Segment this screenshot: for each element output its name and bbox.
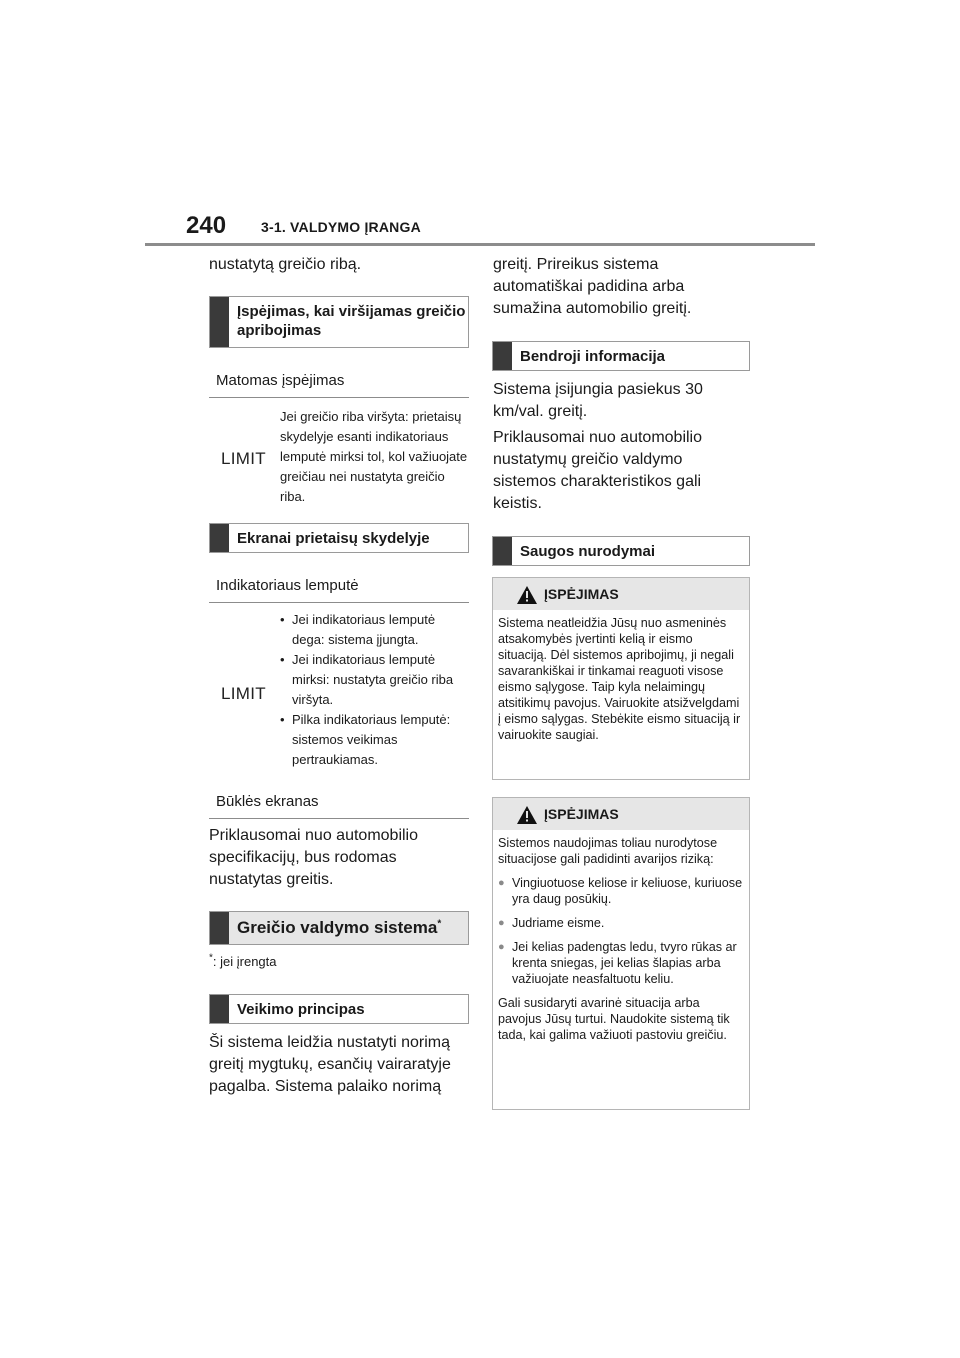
warning-title: ĮSPĖJIMAS (544, 806, 619, 822)
general-text-2: Priklausomai nuo automobilio nustatymų greičio valdymo sistemos charakteristikos gali keistis. (493, 429, 702, 512)
visible-warning-label: Matomas įspėjimas (216, 372, 345, 389)
heading-label: Ekranai prietaisų skydelyje (237, 530, 430, 547)
warning-triangle-icon (517, 586, 537, 604)
warning-box (492, 797, 750, 1110)
warning-header (493, 798, 749, 830)
divider (209, 397, 469, 398)
warning-body (493, 610, 749, 749)
header-divider (145, 243, 815, 246)
section-heading-safety (492, 536, 750, 566)
footnote-mark: * (209, 952, 213, 964)
heading-tab (493, 537, 512, 565)
heading-tab (210, 995, 229, 1023)
intro-text: nustatytą greičio ribą. (209, 256, 362, 273)
chapter-title: 3-1. VALDYMO ĮRANGA (261, 219, 421, 235)
heading-tab (493, 342, 512, 370)
principle-text: Ši sistema leidžia nustatyti norimą greitį mygtukų, esančių vairaratyje pagalba. Sistema palaiko norimą (209, 1034, 451, 1095)
footnote-text: : jei įrengta (212, 954, 277, 969)
divider (209, 818, 469, 819)
heading-label: Įspėjimas, kai viršijamas greičio apribojimas (237, 303, 466, 339)
heading-label: Saugos nurodymai (520, 543, 656, 560)
divider (209, 602, 469, 603)
warning-description: Jei greičio riba viršyta: prietaisų skydelyje esanti indikatoriaus lemputė mirksi tol, kol važiuojate greičiau nei nustatyta greičio riba. (280, 409, 468, 504)
section-heading-principle (209, 994, 469, 1024)
heading-tab (210, 912, 229, 944)
list-item: ● Vingiuotuose keliose ir keliuose, kuriuose yra daug posūkių. (498, 875, 743, 907)
list-item: ● Judriame eisme. (498, 915, 743, 931)
warning-header (493, 578, 749, 610)
continued-text: greitį. Prireikus sistema automatiškai padidina arba sumažina automobilio greitį. (493, 256, 692, 317)
general-text-1: Sistema įsijungia pasiekus 30 km/val. greitį. (493, 381, 703, 420)
heading-tab (210, 297, 229, 347)
heading-label: Bendroji informacija (520, 348, 666, 365)
page-number: 240 (186, 212, 227, 239)
indicator-bullet-list (280, 610, 470, 770)
indicator-label: Indikatoriaus lemputė (216, 577, 359, 594)
list-item: ● Jei kelias padengtas ledu, tvyro rūkas ar krenta sniegas, jei kelias šlapias arba važiuojate neasfaltuotu keliu. (498, 939, 743, 987)
list-item: • Jei indikatoriaus lemputė mirksi: nustatyta greičio riba viršyta. (280, 650, 470, 710)
heading-tab (210, 524, 229, 552)
limit-symbol: LIMIT (221, 684, 266, 703)
warning-title: ĮSPĖJIMAS (544, 586, 619, 602)
heading-label (229, 912, 441, 944)
footnote (209, 954, 277, 969)
list-item: • Pilka indikatoriaus lemputė: sistemos veikimas pertraukiamas. (280, 710, 470, 770)
section-heading-displays (209, 523, 469, 553)
warning-body (493, 830, 749, 1049)
heading-label: Veikimo principas (237, 1001, 365, 1018)
section-heading-general (492, 341, 750, 371)
warning-triangle-icon (517, 806, 537, 824)
status-label: Būklės ekranas (216, 793, 319, 810)
limit-symbol: LIMIT (221, 449, 266, 468)
warning-box (492, 577, 750, 780)
section-heading-cruise-control (209, 911, 469, 945)
warning-outro: Gali susidaryti avarinė situacija arba pavojus Jūsų turtui. Naudokite sistemą tik tada, kai galima važiuoti pastoviu greičiu. (498, 996, 730, 1042)
status-text: Priklausomai nuo automobilio specifikacijų, bus rodomas nustatytas greitis. (209, 827, 418, 888)
footnote-mark: * (437, 918, 442, 930)
section-heading-speed-warning (209, 296, 469, 348)
list-item: • Jei indikatoriaus lemputė dega: sistema įjungta. (280, 610, 470, 650)
heading-text: Greičio valdymo sistema (237, 918, 438, 937)
warning-intro: Sistemos naudojimas toliau nurodytose situacijose gali padidinti avarijos riziką: (498, 836, 718, 866)
warning-text: Sistema neatleidžia Jūsų nuo asmeninės atsakomybės įvertinti kelią ir eismo situaciją. Dėl sistemos apribojimų, ji negali savarankiškai ir tinkamai reaguoti visose eismo sąlygose. Taip kyla nelaimingų atsitikimų pavojus. Vairuokite atsižvelgdami į eismo sąlygas. Stebėkite eismo situaciją ir vairuokite saugiai. (498, 616, 741, 742)
